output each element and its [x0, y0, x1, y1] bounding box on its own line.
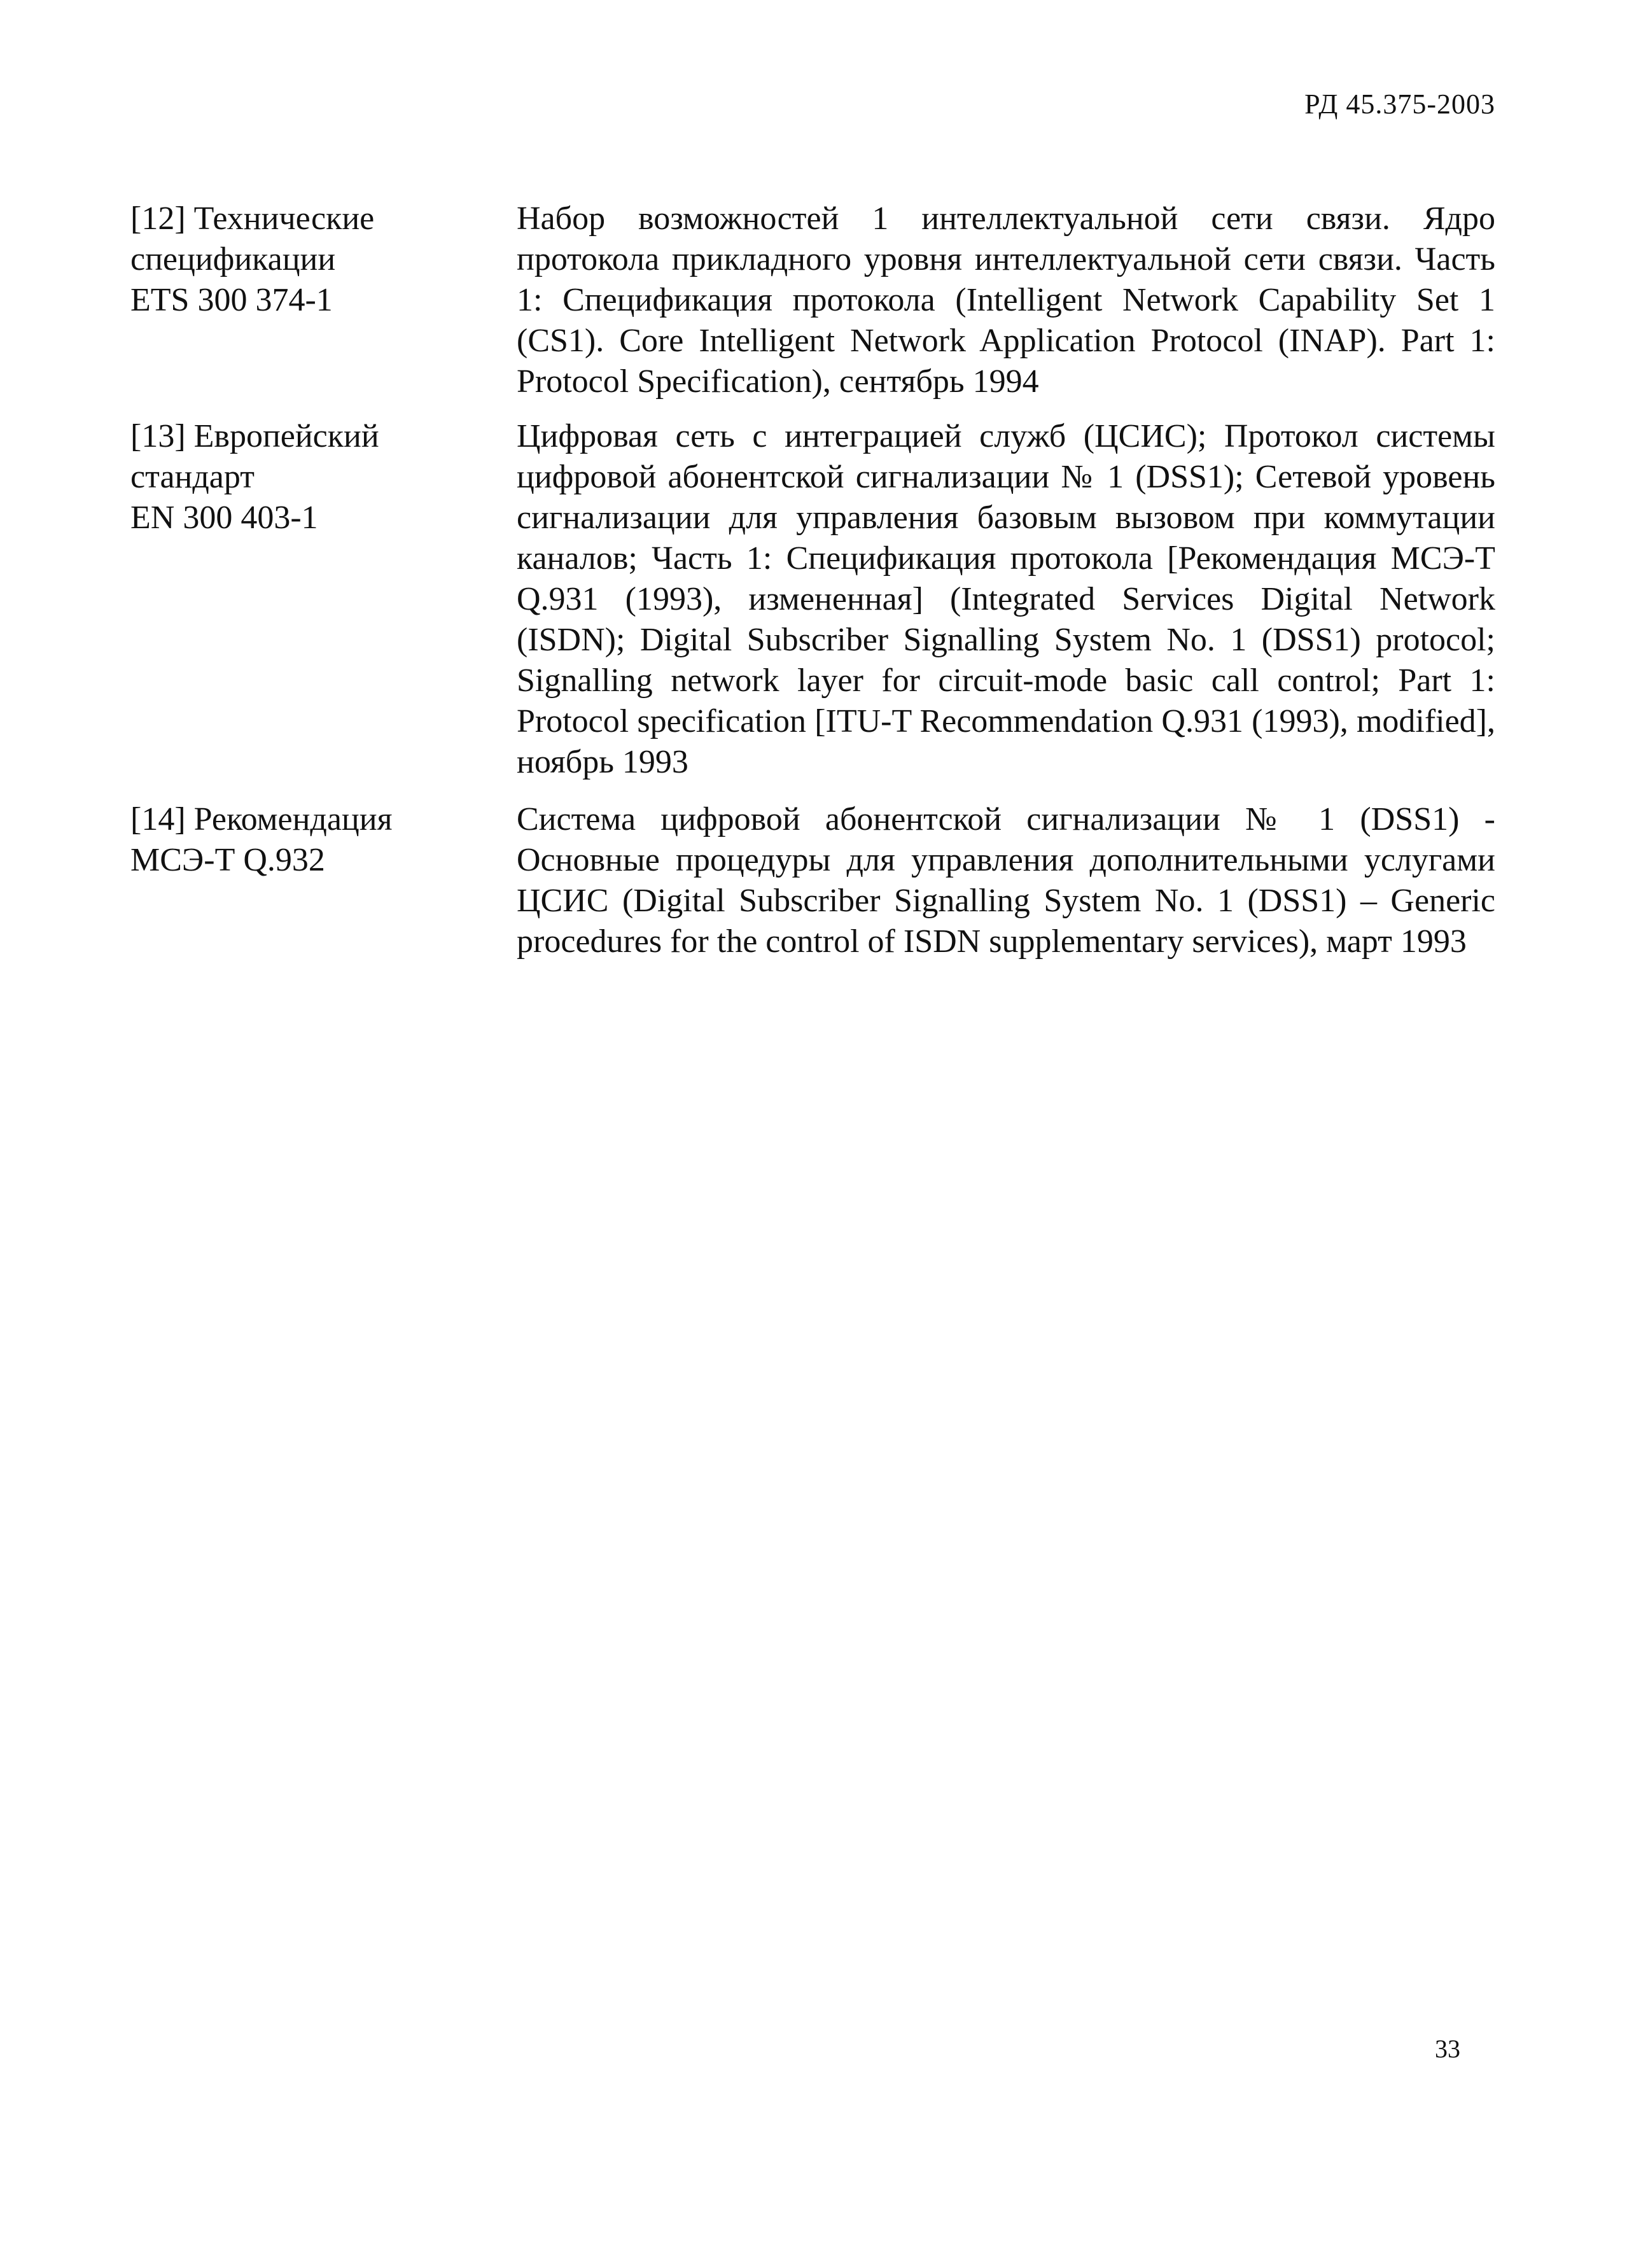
reference-label-line: ETS 300 374-1	[130, 282, 333, 318]
reference-description: Набор возможностей 1 интеллектуальной сети связи. Ядро протокола прикладного уровня интеллектуальной сети связи. Часть 1: Спецификация протокола (Intelligent Network Capability Set 1 (CS1). Core Intelligent Network Application Protocol (INAP). Part 1: Protocol Specification), сентябрь 1994	[517, 200, 1495, 400]
reference-label-line: [13] Европейский	[130, 418, 379, 454]
reference-description: Цифровая сеть с интеграцией служб (ЦСИС); Протокол системы цифровой абонентской сигнализации № 1 (DSS1); Сетевой уровень сигнализации для управления базовым вызовом при коммутации каналов; Часть 1: Спецификация протокола [Рекомендация МСЭ-Т Q.931 (1993), измененная] (Integrated Services Digital Network (ISDN); Digital Subscriber Signalling System No. 1 (DSS1) protocol; Signalling network layer for circuit-mode basic call control; Part 1: Protocol specification [ITU-T Recommendation Q.931 (1993), modified], ноябрь 1993	[517, 418, 1495, 780]
reference-label-line: стандарт	[130, 459, 255, 495]
reference-entry-14	[130, 799, 1495, 962]
reference-list	[130, 199, 1495, 971]
reference-label	[130, 199, 517, 321]
reference-label	[130, 799, 517, 881]
reference-label-line: спецификации	[130, 241, 336, 277]
reference-description: Система цифровой абонентской сигнализации № 1 (DSS1) - Основные процедуры для управления дополнительными услугами ЦСИС (Digital Subscriber Signalling System No. 1 (DSS1) – Generic procedures for the control of ISDN supplementary services), март 1993	[517, 801, 1495, 960]
reference-label-line: МСЭ-Т Q.932	[130, 842, 325, 878]
page-number: 33	[1435, 2034, 1460, 2063]
document-code: РД 45.375-2003	[1304, 88, 1495, 120]
reference-label-line: EN 300 403-1	[130, 500, 318, 536]
reference-label-line: [14] Рекомендация	[130, 801, 393, 837]
reference-label	[130, 416, 517, 538]
reference-label-line: [12] Технические	[130, 200, 375, 237]
reference-entry-13	[130, 416, 1495, 783]
reference-entry-12	[130, 199, 1495, 402]
